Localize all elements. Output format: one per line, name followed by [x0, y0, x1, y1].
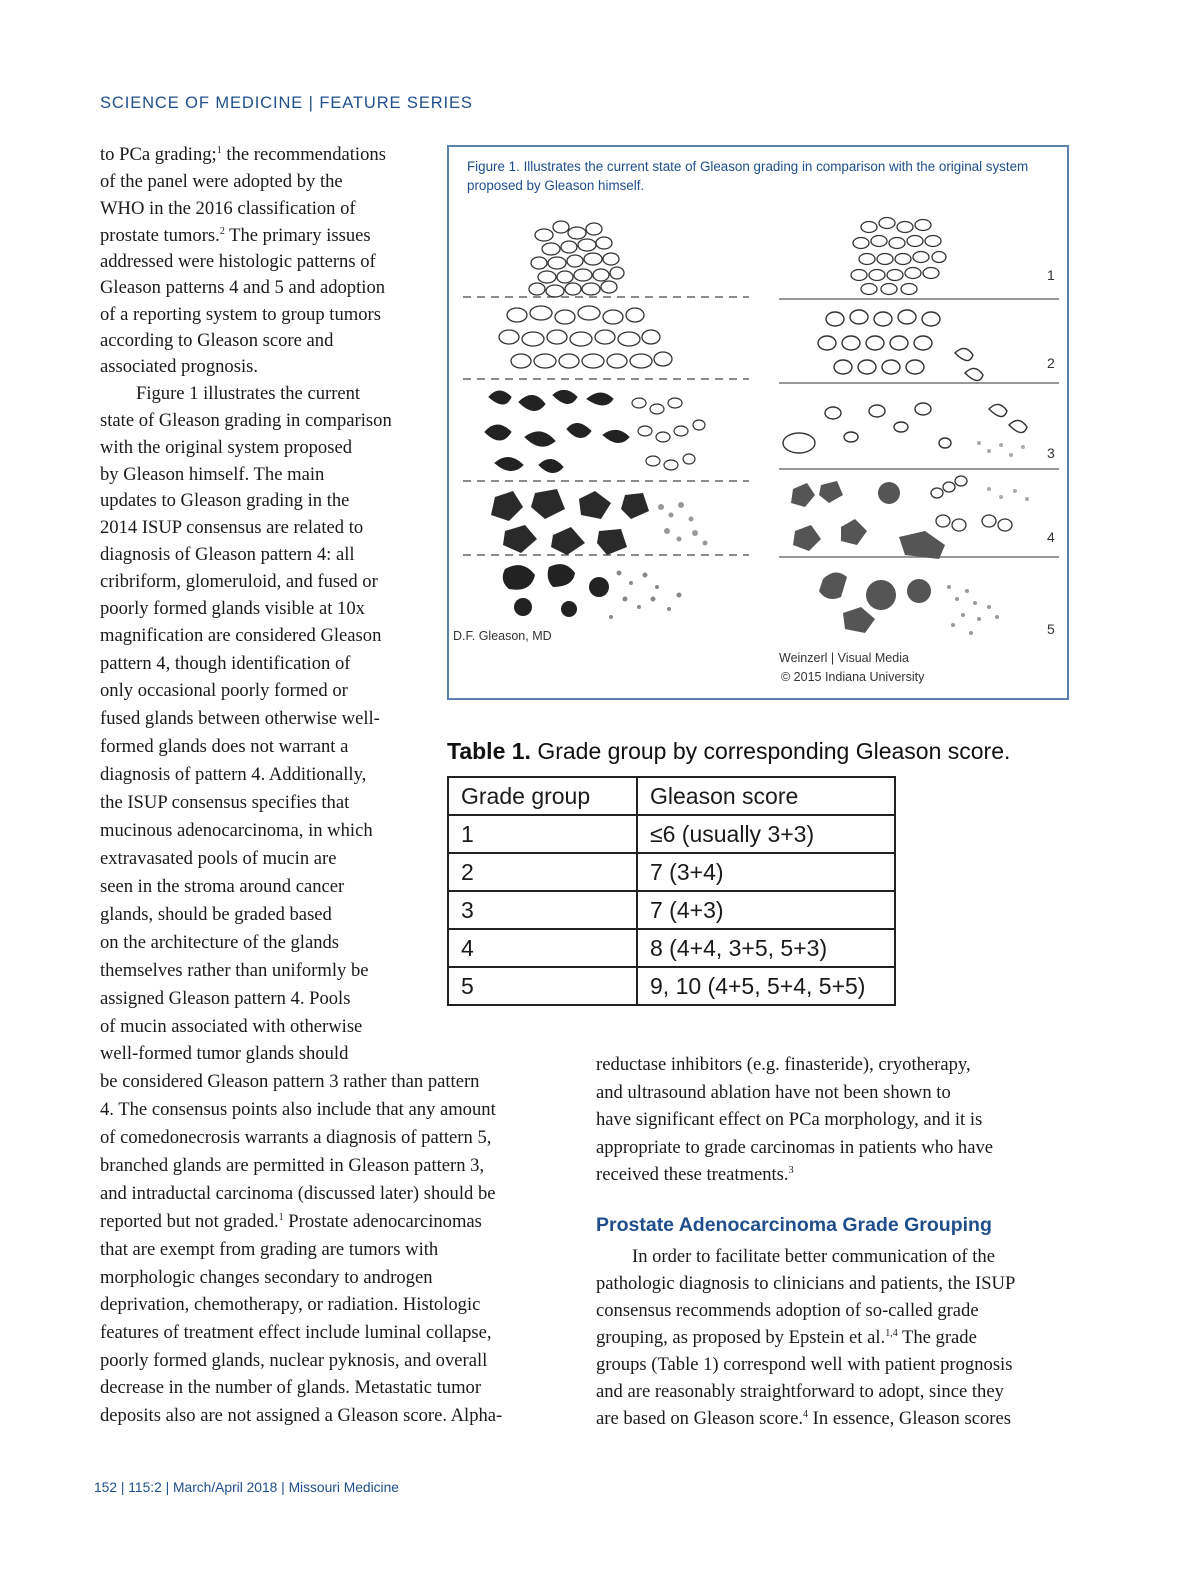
figure-copyright: © 2015 Indiana University — [781, 670, 925, 684]
text-line: of comedonecrosis warrants a diagnosis of pattern 5, — [100, 1127, 492, 1148]
table-cell: 2 — [448, 853, 637, 891]
page-footer: 152 | 115:2 | March/April 2018 | Missouri Medicine — [94, 1480, 399, 1495]
text-line: features of treatment effect include luminal collapse, — [100, 1322, 492, 1343]
text-line: well-formed tumor glands should — [100, 1043, 349, 1064]
text-line: according to Gleason score and — [100, 330, 334, 351]
text-line: that are exempt from grading are tumors with — [100, 1239, 439, 1260]
text-line: the ISUP consensus specifies that — [100, 792, 350, 813]
text-line: with the original system proposed — [100, 437, 353, 458]
text-line: state of Gleason grading in comparison — [100, 410, 392, 431]
text-line: are based on Gleason score.$^4$ In essence, Gleason scores — [596, 1408, 1011, 1429]
table-cell: 7 (4+3) — [637, 891, 895, 929]
text-line: be considered Gleason pattern 3 rather than pattern — [100, 1071, 480, 1092]
text-line: of a reporting system to group tumors — [100, 304, 381, 325]
text-line: Figure 1 illustrates the current — [136, 383, 361, 404]
text-line: glands, should be graded based — [100, 904, 332, 925]
table-title: Table 1. Grade group by corresponding Gleason score. — [447, 738, 1011, 764]
table-cell: 8 (4+4, 3+5, 5+3) — [637, 929, 895, 967]
pattern-number: 5 — [1047, 621, 1055, 637]
text-line: poorly formed glands visible at 10x — [100, 598, 365, 619]
text-line: morphologic changes secondary to androgen — [100, 1267, 433, 1288]
text-line: themselves rather than uniformly be — [100, 960, 369, 981]
table-row — [448, 815, 895, 853]
gleason-pattern-illustration — [449, 147, 1067, 698]
pattern-number: 2 — [1047, 355, 1055, 371]
text-line: decrease in the number of glands. Metastatic tumor — [100, 1377, 482, 1398]
table-row — [448, 967, 895, 1005]
text-line: formed glands does not warrant a — [100, 736, 349, 757]
text-line: reductase inhibitors (e.g. finasteride), cryotherapy, — [596, 1054, 971, 1075]
text-line: prostate tumors.$^2$ The primary issues — [100, 225, 371, 246]
table-cell: ≤6 (usually 3+3) — [637, 815, 895, 853]
text-line: groups (Table 1) correspond well with patient prognosis — [596, 1354, 1013, 1375]
text-line: In order to facilitate better communication of the — [632, 1246, 995, 1267]
figure-credit-left: D.F. Gleason, MD — [453, 629, 552, 643]
text-line: have significant effect on PCa morphology, and it is — [596, 1109, 983, 1130]
text-line: assigned Gleason pattern 4. Pools — [100, 988, 351, 1009]
table-row — [448, 891, 895, 929]
text-line: branched glands are permitted in Gleason pattern 3, — [100, 1155, 485, 1176]
text-line: pathologic diagnosis to clinicians and patients, the ISUP — [596, 1273, 1016, 1294]
figure-1 — [447, 145, 1069, 700]
text-line: updates to Gleason grading in the — [100, 490, 350, 511]
text-line: deposits also are not assigned a Gleason score. Alpha- — [100, 1405, 503, 1426]
pattern-number: 1 — [1047, 267, 1055, 283]
text-line: WHO in the 2016 classification of — [100, 198, 356, 219]
pattern-number: 4 — [1047, 529, 1055, 545]
table-cell: 1 — [448, 815, 637, 853]
text-line: 4. The consensus points also include that any amount — [100, 1099, 496, 1120]
text-line: extravasated pools of mucin are — [100, 848, 337, 869]
table-row — [448, 929, 895, 967]
table-cell: 9, 10 (4+5, 5+4, 5+5) — [637, 967, 895, 1005]
table-cell: 3 — [448, 891, 637, 929]
table-cell: 4 — [448, 929, 637, 967]
text-line: on the architecture of the glands — [100, 932, 340, 953]
text-line: magnification are considered Gleason — [100, 625, 382, 646]
text-line: 2014 ISUP consensus are related to — [100, 517, 364, 538]
text-line: of mucin associated with otherwise — [100, 1016, 363, 1037]
table-cell: 5 — [448, 967, 637, 1005]
text-line: associated prognosis. — [100, 356, 259, 377]
grade-group-table — [447, 776, 896, 1006]
text-line: by Gleason himself. The main — [100, 464, 325, 485]
text-line: fused glands between otherwise well- — [100, 708, 380, 729]
text-line: appropriate to grade carcinomas in patients who have — [596, 1137, 994, 1158]
figure-credit-right: Weinzerl | Visual Media — [779, 651, 909, 665]
pattern-number: 3 — [1047, 445, 1055, 461]
text-line: seen in the stroma around cancer — [100, 876, 345, 897]
text-line: diagnosis of Gleason pattern 4: all — [100, 544, 355, 565]
table-header-row — [448, 777, 895, 815]
text-line: Gleason patterns 4 and 5 and adoption — [100, 277, 386, 298]
text-line: pattern 4, though identification of — [100, 653, 351, 674]
table-cell: 7 (3+4) — [637, 853, 895, 891]
table-row — [448, 853, 895, 891]
running-header: SCIENCE OF MEDICINE | FEATURE SERIES — [100, 94, 473, 112]
table-header-cell: Grade group — [448, 777, 637, 815]
text-line: and ultrasound ablation have not been shown to — [596, 1082, 951, 1103]
text-line: grouping, as proposed by Epstein et al.$^{1,4}$ The grade — [596, 1327, 977, 1348]
section-heading: Prostate Adenocarcinoma Grade Grouping — [596, 1214, 992, 1236]
text-line: only occasional poorly formed or — [100, 680, 348, 701]
text-line: of the panel were adopted by the — [100, 171, 343, 192]
figure-caption: Figure 1. Illustrates the current state of Gleason grading in comparison with the original system proposed by Gleason himself. — [467, 159, 1029, 193]
text-line: addressed were histologic patterns of — [100, 251, 376, 272]
text-line: and intraductal carcinoma (discussed later) should be — [100, 1183, 496, 1204]
text-line: mucinous adenocarcinoma, in which — [100, 820, 373, 841]
text-line: diagnosis of pattern 4. Additionally, — [100, 764, 367, 785]
text-line: deprivation, chemotherapy, or radiation. Histologic — [100, 1294, 481, 1315]
text-line: reported but not graded.$^1$ Prostate adenocarcinomas — [100, 1211, 482, 1232]
text-line: and are reasonably straightforward to adopt, since they — [596, 1381, 1004, 1402]
text-line: consensus recommends adoption of so-called grade — [596, 1300, 979, 1321]
text-line: cribriform, glomeruloid, and fused or — [100, 571, 378, 592]
text-line: received these treatments.$^3$ — [596, 1164, 794, 1185]
text-line: poorly formed glands, nuclear pyknosis, and overall — [100, 1350, 488, 1371]
table-header-cell: Gleason score — [637, 777, 895, 815]
text-line: to PCa grading;$^1$ the recommendations — [100, 144, 386, 165]
